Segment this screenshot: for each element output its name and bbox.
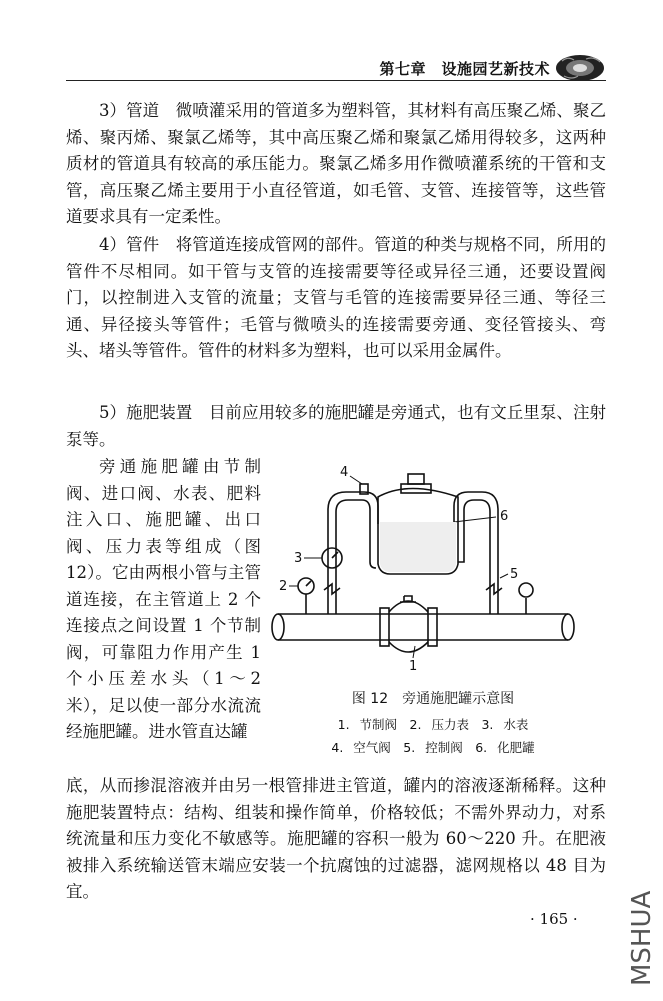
chapter-title: 第七章 设施园艺新技术 (379, 60, 550, 78)
bypass-fertilizer-tank-diagram (268, 462, 598, 672)
figure-legend-line-1: 1. 节制阀 2. 压力表 3. 水表 (337, 717, 529, 732)
callout-2: 2 (279, 579, 288, 594)
callout-5: 5 (510, 567, 519, 582)
paragraph-fittings: 4）管件 将管道连接成管网的部件。管道的种类与规格不同，所用的管件不尽相同。如干管与支管的连接需要等径或异径三通，还要设置阀门，以控制进入支管的流量；支管与毛管的连接需要异径三通、等径三通、异径接头等管件；毛管与微喷头的连接需要旁通、变径管接头、弯头、堵头等管件。管件的材料多为塑料，也可以采用金属件。 (66, 235, 606, 360)
paragraph-fertilizer-device: 5）施肥装置 目前应用较多的施肥罐是旁通式，也有文丘里泵、注射泵等。 (66, 403, 606, 449)
chapter-emblem-icon (554, 53, 606, 83)
page-number: · 165 · (530, 910, 578, 928)
watermark (614, 880, 662, 988)
callout-6: 6 (500, 509, 509, 524)
callout-3: 3 (294, 551, 303, 566)
callout-1: 1 (409, 659, 418, 672)
figure-legend-line-2: 4. 空气阀 5. 控制阀 6. 化肥罐 (331, 740, 535, 755)
paragraph-bypass-tank-continued: 底，从而掺混溶液并由另一根管排进主管道，罐内的溶液逐渐稀释。这种施肥装置特点：结构、组装和操作简单，价格较低；不需外界动力，对系统流量和压力变化不敏感等。施肥罐的容积一般为 60～220 升。在肥液被排入系统输送管末端应安装一个抗腐蚀的过滤器，滤网规格以 48 目为宜。 (66, 776, 606, 901)
running-header (66, 58, 606, 82)
watermark-text: MSHUA (627, 890, 657, 986)
header-rule (66, 80, 606, 81)
callout-4: 4 (340, 465, 349, 480)
paragraph-pipes: 3）管道 微喷灌采用的管道多为塑料管，其材料有高压聚乙烯、聚乙烯、聚丙烯、聚氯乙烯等，其中高压聚乙烯和聚氯乙烯用得较多，这两种质材的管道具有较高的承压能力。聚氯乙烯多用作微喷灌系统的干管和支管，高压聚乙烯主要用于小直径管道，如毛管、支管、连接管等，这些管道要求具有一定柔性。 (66, 101, 606, 226)
paragraph-bypass-tank: 旁通施肥罐由节制阀、进口阀、水表、肥料注入口、施肥罐、出口阀、压力表等组成（图 12）。它由两根小管与主管道连接，在主管道上 2 个连接点之间设置 1 个节制阀，可靠阻力作用产生 1 个小压差水头（1～2 米），足以使一部分水流流经施肥罐。进水管直达罐 (66, 457, 261, 741)
figure-caption: 图 12 旁通施肥罐示意图 (351, 691, 515, 707)
